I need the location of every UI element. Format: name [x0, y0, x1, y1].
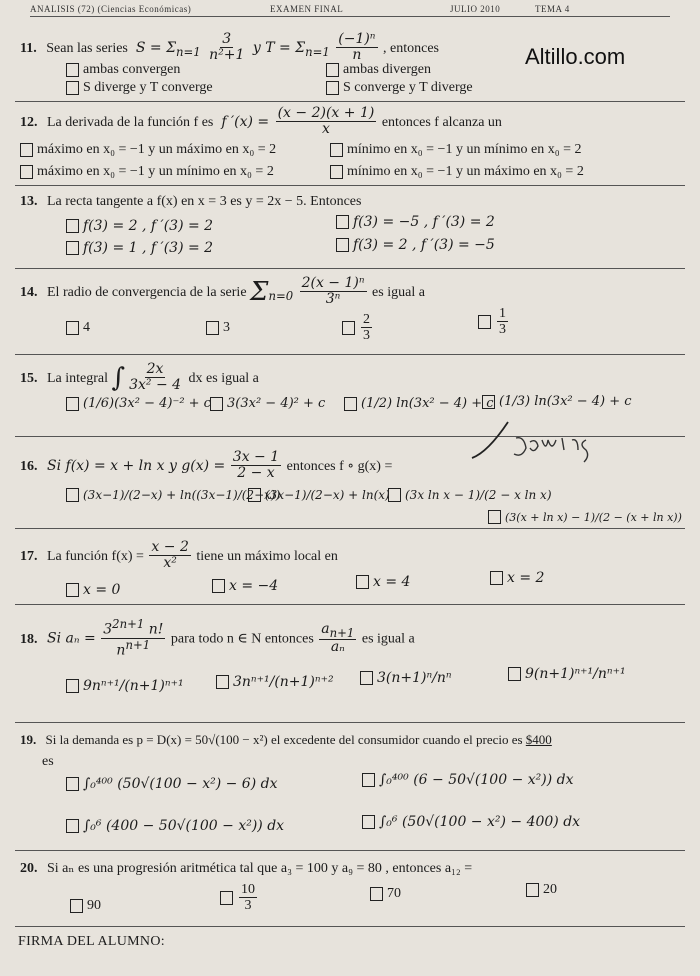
checkbox[interactable]	[362, 773, 375, 787]
series-definition: $S = \Sigma_{n=1}$ $\frac{3}{\text{n²+1}}$ y $T = \Sigma_{n=1}$ $\frac{\text{(−1)ⁿ}}{n}$	[131, 31, 376, 64]
derivative-formula: f ′(x) = $\frac{(x - 2)(x + 1)}{x}$	[216, 105, 375, 138]
option-d[interactable]: 20	[526, 882, 557, 898]
option-d[interactable]: 9(n+1)ⁿ⁺¹/nⁿ⁺¹	[508, 666, 626, 682]
option-c[interactable]: S diverge y T converge	[66, 80, 213, 96]
option-d[interactable]: $\frac{1}{3}$	[478, 306, 510, 338]
option-b[interactable]: 3(3x² − 4)² + c	[210, 396, 325, 411]
tema-label: TEMA 4	[535, 4, 570, 14]
divider	[15, 528, 685, 529]
option-a[interactable]: ∫₀⁴⁰⁰ (50√(100 − x²) − 6) dx	[66, 776, 277, 792]
checkbox[interactable]	[70, 899, 83, 913]
checkbox[interactable]	[20, 143, 33, 157]
option-d[interactable]: mínimo en x₀ = −1 y un máximo en x₀ = 2	[330, 164, 584, 180]
option-c[interactable]: ∫₀⁶ (400 − 50√(100 − x²)) dx	[66, 818, 284, 834]
checkbox[interactable]	[508, 667, 521, 681]
sequence-formula: $\frac{3^{2n+1} n!}{n^{n+1}}$	[103, 617, 164, 659]
option-d[interactable]: f(3) = 2 , f ′(3) = −5	[336, 237, 495, 253]
integral-formula: ∫ $\frac{2x}{\text{3x² − 4}}$	[111, 361, 182, 394]
checkbox[interactable]	[326, 63, 339, 77]
checkbox[interactable]	[526, 883, 539, 897]
checkbox[interactable]	[216, 675, 229, 689]
question-stem: 11. Sean las series $S = \Sigma_{n=1}$ $\frac{3}{\text{n²+1}}$ y $T = \Sigma_{n=1}$ $\frac{\text{(−1)ⁿ}}{n}$ , entonces	[20, 31, 439, 64]
question-stem: 13. La recta tangente a f(x) en x = 3 es y = 2x − 5. Entonces	[20, 194, 362, 209]
checkbox[interactable]	[66, 219, 79, 233]
checkbox[interactable]	[356, 575, 369, 589]
checkbox[interactable]	[66, 321, 79, 335]
option-b[interactable]: ∫₀⁴⁰⁰ (6 − 50√(100 − x²)) dx	[362, 772, 573, 788]
option-a[interactable]: x = 0	[66, 582, 120, 598]
checkbox[interactable]	[336, 215, 349, 229]
option-a[interactable]: f(3) = 2 , f ′(3) = 2	[66, 218, 213, 234]
checkbox[interactable]	[66, 679, 79, 693]
option-c[interactable]: 70	[370, 886, 401, 902]
checkbox[interactable]	[66, 583, 79, 597]
question-stem: 15. La integral ∫ $\frac{2x}{\text{3x² − 4}}$ dx es igual a	[20, 361, 259, 394]
option-b[interactable]: (3x−1)/(2−x) + ln(x)	[248, 488, 390, 502]
option-d[interactable]: x = 2	[490, 570, 544, 586]
option-b[interactable]: $\frac{10}{3}$	[220, 882, 259, 914]
option-d[interactable]: (1/3) ln(3x² − 4) + c	[482, 394, 632, 409]
option-a[interactable]: 9nⁿ⁺¹/(n+1)ⁿ⁺¹	[66, 678, 184, 694]
checkbox[interactable]	[206, 321, 219, 335]
checkbox[interactable]	[482, 395, 495, 409]
function-formula: $\frac{x - 2}{\text{x²}}$	[151, 539, 189, 572]
question-stem: 16. Si f(x) = x + ln x y g(x) = $\frac{3x - 1}{2 - x}$ entonces f ∘ g(x) =	[20, 449, 393, 482]
option-d[interactable]: ∫₀⁶ (50√(100 − x²) − 400) dx	[362, 814, 580, 830]
checkbox[interactable]	[66, 63, 79, 77]
checkbox[interactable]	[66, 819, 79, 833]
checkbox[interactable]	[20, 165, 33, 179]
checkbox[interactable]	[490, 571, 503, 585]
option-a[interactable]: ambas convergen	[66, 62, 180, 78]
checkbox[interactable]	[66, 241, 79, 255]
checkbox[interactable]	[370, 887, 383, 901]
checkbox[interactable]	[66, 397, 79, 411]
question-stem: 19. Si la demanda es p = D(x) = 50√(100 − x²) el excedente del consumidor cuando el precio es $400	[20, 732, 552, 747]
checkbox[interactable]	[336, 238, 349, 252]
signature-label: FIRMA DEL ALUMNO:	[18, 934, 165, 949]
checkbox[interactable]	[220, 891, 233, 905]
divider	[15, 850, 685, 851]
option-b[interactable]: 3nⁿ⁺¹/(n+1)ⁿ⁺²	[216, 674, 334, 690]
checkbox[interactable]	[388, 488, 401, 502]
option-c[interactable]: 3(n+1)ⁿ/nⁿ	[360, 670, 452, 686]
option-a[interactable]: máximo en x₀ = −1 y un máximo en x₀ = 2	[20, 142, 276, 158]
divider	[15, 185, 685, 186]
option-c[interactable]: x = 4	[356, 574, 410, 590]
question-stem: 18. Si aₙ = $\frac{3^{2n+1} n!}{n^{n+1}}$ para todo n ∈ N entonces $\frac{a_{n+1}}{\text{aₙ}}$ es igual a	[20, 617, 415, 659]
checkbox[interactable]	[488, 510, 501, 524]
option-c[interactable]: (1/2) ln(3x² − 4) + c	[344, 396, 494, 411]
checkbox[interactable]	[344, 397, 357, 411]
option-a[interactable]: (3x−1)/(2−x) + ln((3x−1)/(2−x))	[66, 488, 280, 502]
option-c[interactable]: (3x ln x − 1)/(2 − x ln x)	[388, 488, 552, 502]
divider	[15, 354, 685, 355]
handwritten-signature	[468, 418, 618, 468]
watermark: Altillo.com	[525, 44, 626, 69]
exam-header	[30, 2, 670, 17]
series-formula: $\Sigma_{n=0}$ $\frac{\text{2(x − 1)ⁿ}}{\text{3ⁿ}}$	[250, 275, 365, 308]
exam-date: JULIO 2010	[450, 4, 501, 14]
question-stem: 12. La derivada de la función f es f ′(x) = $\frac{(x - 2)(x + 1)}{x}$ entonces f alcanza un	[20, 105, 502, 138]
option-d[interactable]: (3(x + ln x) − 1)/(2 − (x + ln x))	[488, 510, 682, 524]
checkbox[interactable]	[212, 579, 225, 593]
checkbox[interactable]	[342, 321, 355, 335]
option-c[interactable]: máximo en x₀ = −1 y un mínimo en x₀ = 2	[20, 164, 274, 180]
option-b[interactable]: ambas divergen	[326, 62, 431, 78]
divider	[15, 268, 685, 269]
divider	[15, 101, 685, 102]
checkbox[interactable]	[360, 671, 373, 685]
option-c[interactable]: $\frac{2}{3}$	[342, 312, 374, 344]
divider	[15, 722, 685, 723]
option-c[interactable]: f(3) = 1 , f ′(3) = 2	[66, 240, 213, 256]
question-stem: 20. Si aₙ es una progresión aritmética tal que a₃ = 100 y a₉ = 80 , entonces a₁₂ =	[20, 861, 473, 876]
divider	[15, 926, 685, 927]
question-stem: 17. La función f(x) = $\frac{x - 2}{\text{x²}}$ tiene un máximo local en	[20, 539, 338, 572]
question-stem-cont: es	[42, 754, 54, 769]
option-a[interactable]: 4	[66, 320, 90, 336]
ratio-formula: $\frac{a_{n+1}}{\text{aₙ}}$	[321, 620, 355, 656]
checkbox[interactable]	[66, 777, 79, 791]
exam-type: EXAMEN FINAL	[270, 4, 344, 14]
checkbox[interactable]	[210, 397, 223, 411]
option-b[interactable]: 3	[206, 320, 230, 336]
checkbox[interactable]	[66, 81, 79, 95]
option-a[interactable]: (1/6)(3x² − 4)⁻² + c	[66, 396, 211, 411]
checkbox[interactable]	[330, 165, 343, 179]
checkbox[interactable]	[330, 143, 343, 157]
option-b[interactable]: f(3) = −5 , f ′(3) = 2	[336, 214, 495, 230]
option-d[interactable]: S converge y T diverge	[326, 80, 473, 96]
checkbox[interactable]	[248, 488, 261, 502]
option-b[interactable]: x = −4	[212, 578, 278, 594]
divider	[15, 604, 685, 605]
checkbox[interactable]	[326, 81, 339, 95]
g-formula: $\frac{3x - 1}{2 - x}$	[232, 449, 280, 482]
option-b[interactable]: mínimo en x₀ = −1 y un mínimo en x₀ = 2	[330, 142, 582, 158]
checkbox[interactable]	[362, 815, 375, 829]
course-label: ANALISIS (72) (Ciencias Económicas)	[30, 4, 192, 14]
price-value: $400	[525, 732, 552, 747]
option-a[interactable]: 90	[70, 898, 101, 914]
question-stem: 14. El radio de convergencia de la serie $\Sigma_{n=0}$ $\frac{\text{2(x − 1)ⁿ}}{\text{3ⁿ}}$ es igual a	[20, 275, 425, 308]
checkbox[interactable]	[478, 315, 491, 329]
checkbox[interactable]	[66, 488, 79, 502]
